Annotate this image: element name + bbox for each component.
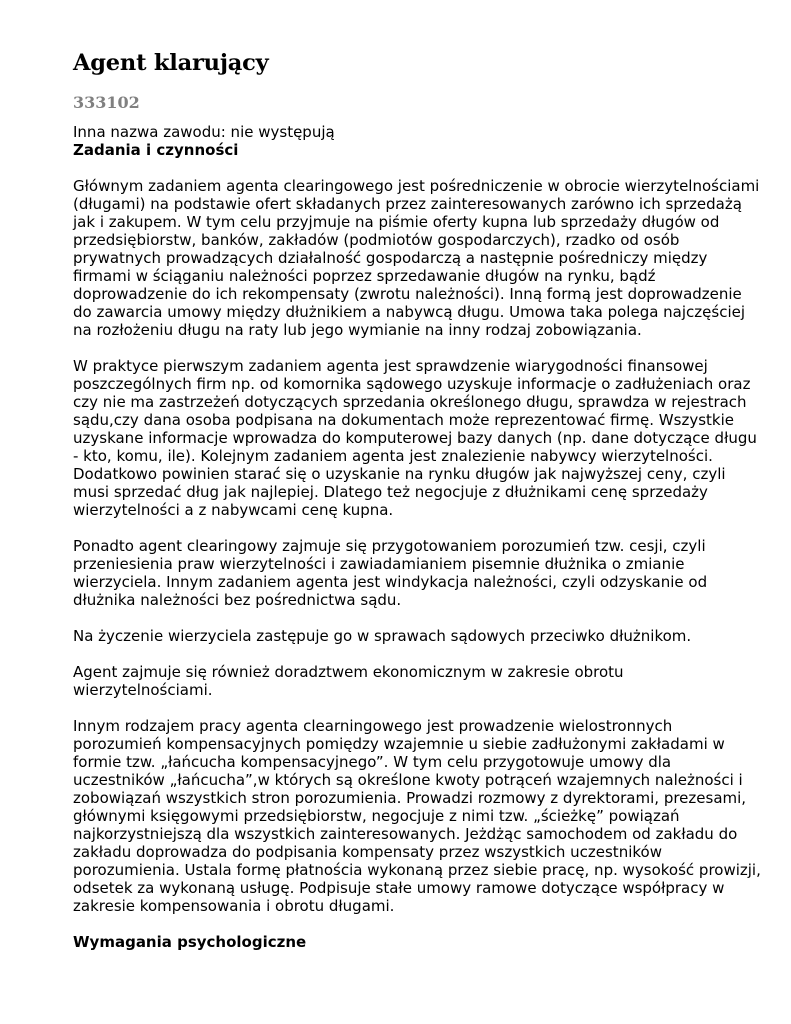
paragraph: Na życzenie wierzyciela zastępuje go w sprawach sądowych przeciwko dłużnikom. [73,627,692,645]
paragraph: Ponadto agent clearingowy zajmuje się przygotowaniem porozumień tzw. cesji, czyli przeniesienia praw wierzytelności i zawiadamianiem pisemnie dłużnika o zmianie wierzyciela. Innym zadaniem agenta jest windykacja należności, czyli odzyskanie od dłużnika należności bez pośrednictwa sądu. [73,537,708,609]
document-page [73,48,763,951]
section-heading-tasks: Zadania i czynności [73,141,239,159]
document-title: Agent klarujący [73,50,269,76]
paragraph: Innym rodzajem pracy agenta clearningowego jest prowadzenie wielostronnych porozumień kompensacyjnych pomiędzy wzajemnie u siebie zadłużonymi zakładami w formie tzw. „łańcucha kompensacyjnego”. W tym celu przygotowuje umowy dla uczestników „łańcucha”,w których są określone kwoty potrąceń wzajemnych należności i zobowiązań wszystkich stron porozumienia. Prowadzi rozmowy z dyrektorami, prezesami, głównymi księgowymi przedsiębiorstw, negocjuje z nimi tzw. „ścieżkę” powiązań najkorzystniejszą dla wszystkich zainteresowanych. Jeżdżąc samochodem od zakładu do zakładu doprowadza do podpisania kompensaty przez wszystkich uczestników porozumienia. Ustala formę płatnościa wykonaną przez siebie pracę, np. wysokość prowizji, odsetek za wykonaną usługę. Podpisuje stałe umowy ramowe dotyczące współpracy w zakresie kompensowania i obrotu długami. [73,717,761,915]
paragraph: Głównym zadaniem agenta clearingowego jest pośredniczenie w obrocie wierzytelnościami (długami) na podstawie ofert składanych przez zainteresowanych zarówno ich sprzedażą jak i zakupem. W tym celu przyjmuje na piśmie oferty kupna lub sprzedaży długów od przedsiębiorstw, banków, zakładów (podmiotów gospodarczych), rzadko od osób prywatnych prowadzących działalność gospodarczą a następnie pośredniczy między firmami w ściąganiu należności poprzez sprzedawanie długów na rynku, bądź doprowadzenie do ich rekompensaty (zwrotu należności). Inną formą jest doprowadzenie do zawarcia umowy między dłużnikiem a nabywcą długu. Umowa taka polega najczęściej na rozłożeniu długu na raty lub jego wymianie na inny rodzaj zobowiązania. [73,177,760,339]
section-heading-psych: Wymagania psychologiczne [73,933,307,951]
occupation-code: 333102 [73,93,140,112]
other-name-line: Inna nazwa zawodu: nie występują [73,123,335,141]
paragraph: Agent zajmuje się również doradztwem ekonomicznym w zakresie obrotu wierzytelnościami. [73,663,624,699]
paragraph: W praktyce pierwszym zadaniem agenta jest sprawdzenie wiarygodności finansowej poszczególnych firm np. od komornika sądowego uzyskuje informacje o zadłużeniach oraz czy nie ma zastrzeżeń dotyczących sprzedania określonego długu, sprawdza w rejestrach sądu,czy dana osoba podpisana na dokumentach może reprezentować firmę. Wszystkie uzyskane informacje wprowadza do komputerowej bazy danych (np. dane dotyczące długu - kto, komu, ile). Kolejnym zadaniem agenta jest znalezienie nabywcy wierzytelności. Dodatkowo powinien starać się o uzyskanie na rynku długów jak najwyższej ceny, czyli musi sprzedać dług jak najlepiej. Dlatego też negocjuje z dłużnikami cenę sprzedaży wierzytelności a z nabywcami cenę kupna. [73,357,757,519]
